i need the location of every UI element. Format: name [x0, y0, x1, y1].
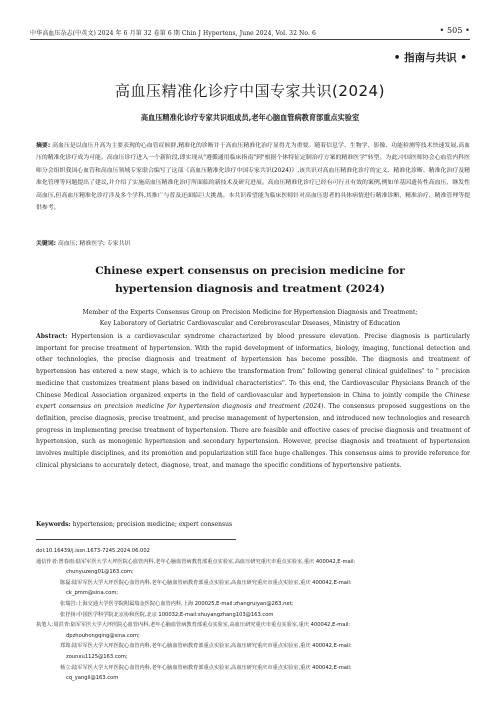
- footnote-divider: [36, 539, 236, 540]
- english-title: [0, 262, 500, 298]
- corresponding-author-1: [36, 557, 474, 568]
- corresponding-author-2-email: ck_pmm@sina.com;: [66, 590, 119, 597]
- executive-writer-3-text: 杨立:陆军军医大学大坪医院心血管内科,老年心脑血管病教育部重点实验室,高血压研究重庆市重点实验室,重庆 400042,E-mail:: [60, 664, 352, 671]
- chinese-abstract: [36, 140, 470, 214]
- english-title-line-1: Chinese expert consensus on precision medicine for: [95, 265, 405, 277]
- chinese-keywords-text: 高血压; 精准医学; 专家共识: [57, 241, 131, 247]
- chinese-title: 高血压精准化诊疗中国专家共识(2024): [115, 82, 385, 100]
- corresponding-author-2-text: 陈磊:陆军军医大学大坪医院心血管内科,老年心脑血管病教育部重点实验室,高血压研究重庆市重点实验室,重庆 400042,E-mail:: [60, 579, 352, 586]
- english-abstract: [36, 331, 470, 471]
- executive-writers-label: 执笔人:: [36, 622, 54, 629]
- executive-writer-2-text: 郑筠:陆军军医大学大坪医院心血管内科,老年心脑血管病教育部重点实验室,高血压研究重庆市重点实验室,重庆 400042,E-mail:: [60, 643, 352, 650]
- column-tag: • 指南与共识 •: [393, 52, 467, 64]
- corresponding-author-4-text: 张抒扬:中国医学科学院北京协和医院,北京 100032,E-mail:shuyangzhang103@163.com: [60, 611, 274, 618]
- english-abstract-text-part-1: Hypertension is a cardiovascular syndrome characterized by blood pressure elevation. Precise diagnosis is particularly important for precise treatment of hypertension. With the rapid development of informatics, biology, imaging, functional detection and other technologies, the precise diagnosis and treatment of hypertension has become possible. The diagnosis and treatment of hypertension has entered a new stage, which is to achieve the transformation from" following general clinical guidelines" to " precision medicine that customizes treatment plans based on individual characteristics". To this end, the Cardiovascular Physicians Branch of the Chinese Medical Association organized experts in the field of cardiovascular and hypertension in China to jointly compile the: [36, 333, 470, 399]
- doi-line: doi:10.16439/j.issn.1673-7245.2024.06.002: [36, 548, 150, 554]
- corresponding-authors-label: 通信作者:: [36, 558, 59, 565]
- corresponding-author-3-text: 张瑞岩:上海交通大学医学院附属瑞金医院心血管内科,上海 200025,E-mail:zhangruiyan@263.net;: [60, 600, 294, 607]
- english-keywords-text: hypertension; precision medicine; expert consensus: [72, 521, 233, 528]
- chinese-abstract-label: 摘要:: [36, 143, 51, 149]
- english-authors-line-2: Key Laboratory of Geriatric Cardiovascular and Cerebrovascular Diseases, Ministry of Education: [99, 320, 401, 327]
- chinese-abstract-text: 高血压是以血压升高为主要表现的心血管症候群,精准化的诊断并于高血压精准化治疗显得尤为重要。随着信息学、生物学、影像、功能检测等技术快速发展,高血压的精准化诊疗成为可能。高血压诊疗进入一个新阶段,即实现从"遵循通用临床指南"到"根据个体特征定制治疗方案的精准医学"转型。为此,中国医师协会心血管内科医师分会组织我国心血管和高血压领域专家联合编写了这部《高血压精准化诊疗中国专家共识(2024)》,该共识对高血压精准化诊疗的定义、精准化诊断、精准化治疗及精准化管理等问题提出了建议,并介绍了实施高血压精准化治疗所面临的新技术及研究进展。高血压精准化诊疗已经有可行且有效的案例,例如单基因遗传性高血压、继发性高血压,但高血压精准化诊疗涉及多个学科,其推广与普及还面临巨大挑战。本共识希望能为临床医师针对高血压患者的具体病情进行精准诊断、精准治疗、精准管理等提供参考。: [36, 143, 471, 212]
- english-authors-line-1: Member of the Experts Consensus Group on Precision Medicine for Hypertension Diagnosis and Treatment;: [82, 309, 418, 316]
- chinese-authors: 高血压精准化诊疗专家共识组成员,老年心脑血管病教育部重点实验室: [140, 113, 360, 122]
- executive-writer-1-text: 周洪青:陆军军医大学大坪医院心血管内科,老年心脑血管病教育部重点实验室,高血压研究重庆市重点实验室,重庆 400042,E-mail:: [53, 622, 351, 629]
- running-head: [30, 27, 470, 40]
- page-number: • 505 •: [439, 26, 470, 35]
- english-abstract-italic-title: Chinese expert consensus on precision medicine for hypertension diagnosis and treatment (2024): [36, 391, 470, 411]
- chinese-keywords-label: 关键词:: [36, 241, 57, 247]
- running-head-journal: 中华高血压杂志(中英文) 2024 年 6 月第 32 卷第 6 期 Chin J Hypertens, June 2024, Vol. 32 No. 6: [30, 30, 316, 37]
- english-abstract-label: Abstract:: [36, 333, 68, 340]
- chinese-keywords: [36, 238, 470, 247]
- english-keywords: [36, 521, 470, 528]
- corresponding-author-1-email: chunyuzeng01@163.com;: [66, 569, 134, 576]
- corresponding-author-1-text: 曾春雨:陆军军医大学大坪医院心血管内科,老年心脑血管病教育部重点实验室,高血压研究重庆市重点实验室,重庆 400042,E-mail:: [58, 558, 356, 565]
- executive-writer-3-email: cq_yangli@163.com: [66, 675, 119, 682]
- footnotes: [36, 546, 474, 684]
- english-title-line-2: hypertension diagnosis and treatment (2024): [115, 283, 385, 295]
- english-authors: [36, 307, 464, 329]
- executive-writer-1-email: dpzhouhongqing@sina.com;: [66, 632, 140, 639]
- executive-writer-2-email: zounxu1125@163.com;: [66, 653, 128, 660]
- english-keywords-label: Keywords:: [36, 521, 71, 528]
- executive-writer-1: [36, 620, 474, 631]
- english-abstract-text-part-2: . The consensus proposed suggestions on the definition, precise diagnosis, precise treatment, and precise management of hypertension, and introduced new technologies and research progress in implementing precise treatment of hypertension. There are feasible and effective cases of precise diagnosis and treatment of hypertension, such as monogenic hypertension and secondary hypertension. However, precise diagnosis and treatment of hypertension involves multiple disciplines, and its promotion and popularization still face huge challenges. This consensus aims to provide reference for clinical physicians to accurately detect, diagnose, treat, and manage the specific conditions of hypertensive patients.: [36, 403, 470, 469]
